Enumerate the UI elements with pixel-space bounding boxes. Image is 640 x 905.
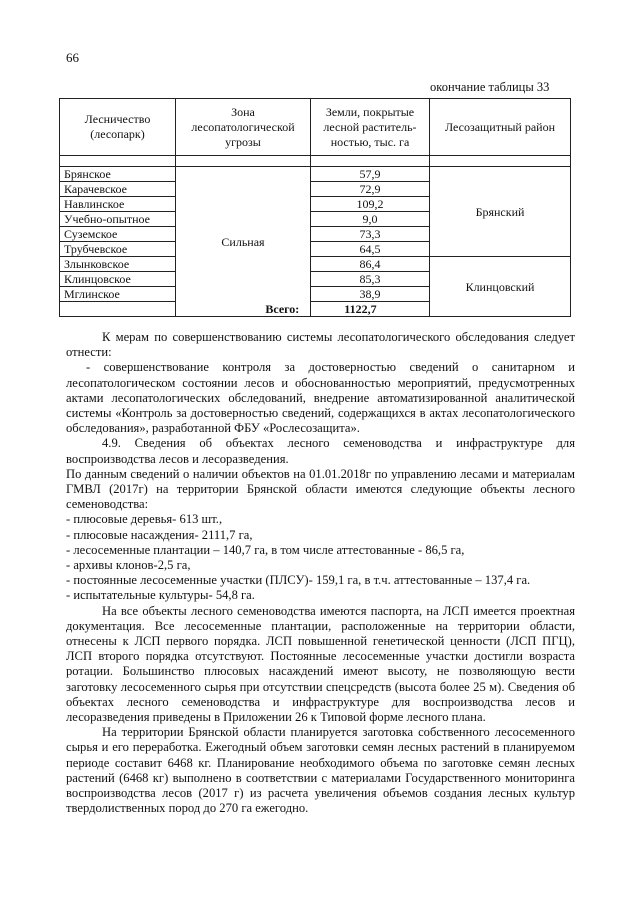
paragraph: - совершенствование контроля за достоверностью сведений о санитарном и лесопатологическом состоянии лесов и обоснованностью мероприятий, предусмотренных актами лесопатологических обследований, внедрение автоматизированной аналитической системы «Контроль за достоверностью сведений, содержащихся в актах лесопатологического обследования», разработанной ФБУ «Рослесозащита». <box>66 360 575 436</box>
total-label: Всего: <box>265 302 300 316</box>
forestry-name: Навлинское <box>60 197 176 212</box>
table-row <box>60 257 571 272</box>
paragraph: На территории Брянской области планируется заготовка собственного лесосеменного сырья и его переработка. Ежегодный объем заготовки семян лесных растений в планируемом периоде составит 6468 кг. Планирование необходимого объема по заготовке семян лесных растений (6468 кг) выполнено в соответствии с материалами Государственного мониторинга воспроизводства лесов (2017 г) из расчета увеличения объемов создания лесных культур твердолиственных пород до 270 га ежегодно. <box>66 725 575 816</box>
list-item: - испытательные культуры- 54,8 га. <box>66 588 255 603</box>
forestry-name: Злынковское <box>60 257 176 272</box>
total-number: 1122,7 <box>344 302 377 316</box>
header-protection-district: Лесозащитный район <box>430 99 571 156</box>
header-forestry: Лесничество (лесопарк) <box>60 99 176 156</box>
forestry-name: Клинцовское <box>60 272 176 287</box>
list-item: - плюсовые деревья- 613 шт., <box>66 512 223 527</box>
forest-area: 72,9 <box>311 182 430 197</box>
forest-area: 109,2 <box>311 197 430 212</box>
paragraph: По данным сведений о наличии объектов на 01.01.2018г по управлению лесами и материалам ГМВЛ (2017г) на территории Брянской области имеются следующие объекты лесного семеноводства: <box>66 466 575 512</box>
threat-zone-cell: Сильная <box>176 167 311 317</box>
header-threat-zone: Зона лесопатологической угрозы <box>176 99 311 156</box>
table-row <box>60 167 571 182</box>
forestry-table <box>59 98 571 317</box>
forestry-name: Учебно-опытное <box>60 212 176 227</box>
forest-area: 73,3 <box>311 227 430 242</box>
forest-area: 57,9 <box>311 167 430 182</box>
table-header-row <box>60 99 571 156</box>
list-item: - постоянные лесосеменные участки (ПЛСУ)- 159,1 га, в т.ч. аттестованные – 137,4 га. <box>66 573 531 588</box>
table-spacer-row <box>60 156 571 167</box>
forest-area: 38,9 <box>311 287 430 302</box>
forest-area: 86,4 <box>311 257 430 272</box>
table-caption: окончание таблицы 33 <box>430 80 550 94</box>
forestry-name: Брянское <box>60 167 176 182</box>
paragraph: На все объекты лесного семеноводства имеются паспорта, на ЛСП имеется проектная документация. Все лесосеменные плантации, расположенные на территории области, отнесены к ЛСП первого порядка. ЛСП повышенной генетической ценности (ЛСП ПГЦ), ЛСП второго порядка отсутствуют. Постоянные лесосеменные участки достигли возраста ротации. Большинство плюсовых насаждений имеют высоту, не позволяющую вести заготовку лесосеменного сырья при отсутствии спецсредств (высота более 25 м). Сведения об объектах лесного семеноводства и инфраструктуре для воспроизводства лесов и лесоразведения приведены в Приложении 26 к Типовой форме лесного плана. <box>66 603 575 725</box>
forestry-name: Мглинское <box>60 287 176 302</box>
forest-area: 9,0 <box>311 212 430 227</box>
forestry-name: Карачевское <box>60 182 176 197</box>
section-heading: 4.9. Сведения об объектах лесного семеноводства и инфраструктуре для воспроизводства лесов и лесоразведения. <box>66 436 575 466</box>
forest-area: 64,5 <box>311 242 430 257</box>
header-forest-area: Земли, покрытые лесной раститель-ностью, тыс. га <box>311 99 430 156</box>
list-item: - лесосеменные плантации – 140,7 га, в том числе аттестованные - 86,5 га, <box>66 542 465 557</box>
paragraph: К мерам по совершенствованию системы лесопатологического обследования следует отнести: <box>66 330 575 360</box>
body-text <box>66 330 575 817</box>
page-number: 66 <box>66 50 79 65</box>
forestry-name: Трубчевское <box>60 242 176 257</box>
district-bryansk: Брянский <box>430 167 571 257</box>
forestry-name: Суземское <box>60 227 176 242</box>
list-item: - плюсовые насаждения- 2111,7 га, <box>66 527 253 542</box>
district-klintsy: Клинцовский <box>430 257 571 317</box>
list-item: - архивы клонов-2,5 га, <box>66 558 191 573</box>
total-value <box>265 302 430 317</box>
forest-area: 85,3 <box>311 272 430 287</box>
